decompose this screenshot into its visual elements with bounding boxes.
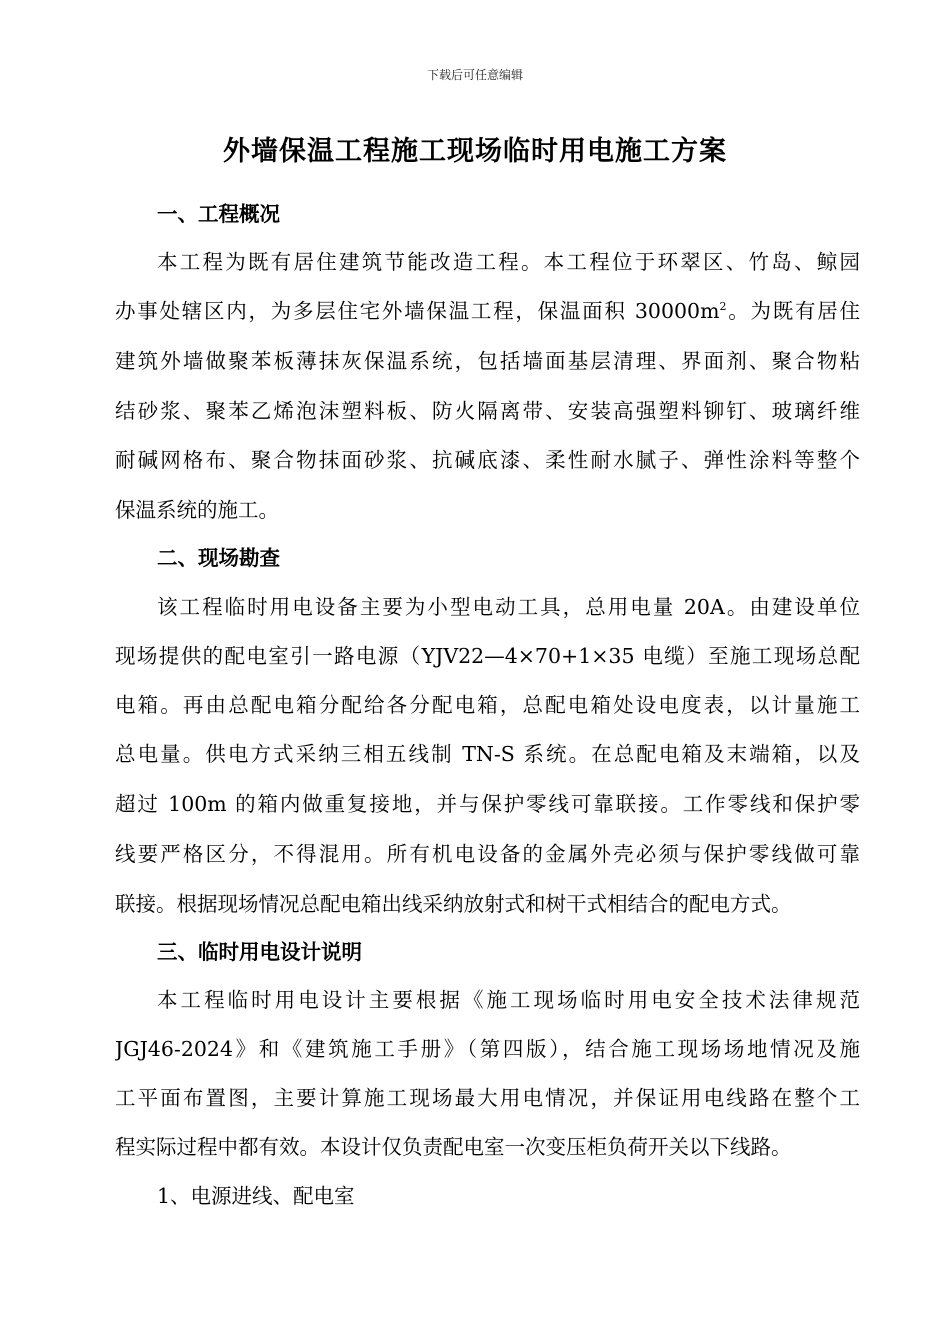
paragraph-line: JGJ46-2024》和《建筑施工手册》（第四版），结合施工现场场地情况及施	[115, 1037, 860, 1061]
paragraph-line: 联接。根据现场情况总配电箱出线采纳放射式和树干式相结合的配电方式。	[115, 892, 792, 916]
section-heading-design: 三、临时用电设计说明	[157, 940, 362, 964]
paragraph-line: 办事处辖区内，为多层住宅外墙保温工程，保温面积 $30000m^2$。为既有居住	[115, 299, 860, 323]
paragraph-line: 该工程临时用电设备主要为小型电动工具，总用电量 20A。由建设单位	[157, 595, 860, 619]
paragraph-line: 建筑外墙做聚苯板薄抹灰保温系统，包括墙面基层清理、界面剂、聚合物粘	[115, 349, 860, 373]
header-note: 下载后可任意编辑	[426, 68, 523, 82]
paragraph-line: 线要严格区分，不得混用。所有机电设备的金属外壳必须与保护零线做可靠	[115, 842, 860, 866]
paragraph-line: 程实际过程中都有效。本设计仅负责配电室一次变压柜负荷开关以下线路。	[115, 1135, 792, 1159]
paragraph-line: 结砂浆、聚苯乙烯泡沫塑料板、防火隔离带、安装高强塑料铆钉、玻璃纤维	[115, 399, 860, 423]
paragraph-line: 现场提供的配电室引一路电源（YJV22—4×70+1×35 电缆）至施工现场总配	[115, 644, 860, 668]
paragraph-line: 总电量。供电方式采纳三相五线制 TN-S 系统。在总配电箱及末端箱，以及	[115, 742, 860, 766]
paragraph-line: 耐碱网格布、聚合物抹面砂浆、抗碱底漆、柔性耐水腻子、弹性涂料等整个	[115, 448, 860, 472]
paragraph-line: 电箱。再由总配电箱分配给各分配电箱，总配电箱处设电度表，以计量施工	[115, 693, 860, 717]
section-heading-survey: 二、现场勘查	[157, 546, 280, 570]
paragraph-line: 本工程临时用电设计主要根据《施工现场临时用电安全技术法律规范	[157, 988, 860, 1012]
paragraph-line: 超过 100m 的箱内做重复接地，并与保护零线可靠联接。工作零线和保护零	[115, 792, 860, 816]
paragraph-line: 保温系统的施工。	[115, 498, 279, 522]
document-title: 外墙保温工程施工现场临时用电施工方案	[223, 136, 727, 167]
paragraph-line: 工平面布置图，主要计算施工现场最大用电情况，并保证用电线路在整个工	[115, 1086, 860, 1110]
subheading-power-supply: 1、电源进线、配电室	[157, 1184, 355, 1208]
paragraph-line: 本工程为既有居住建筑节能改造工程。本工程位于环翠区、竹岛、鲸园	[157, 250, 860, 274]
section-heading-overview: 一、工程概况	[157, 202, 280, 226]
superscript: 2	[719, 300, 727, 314]
